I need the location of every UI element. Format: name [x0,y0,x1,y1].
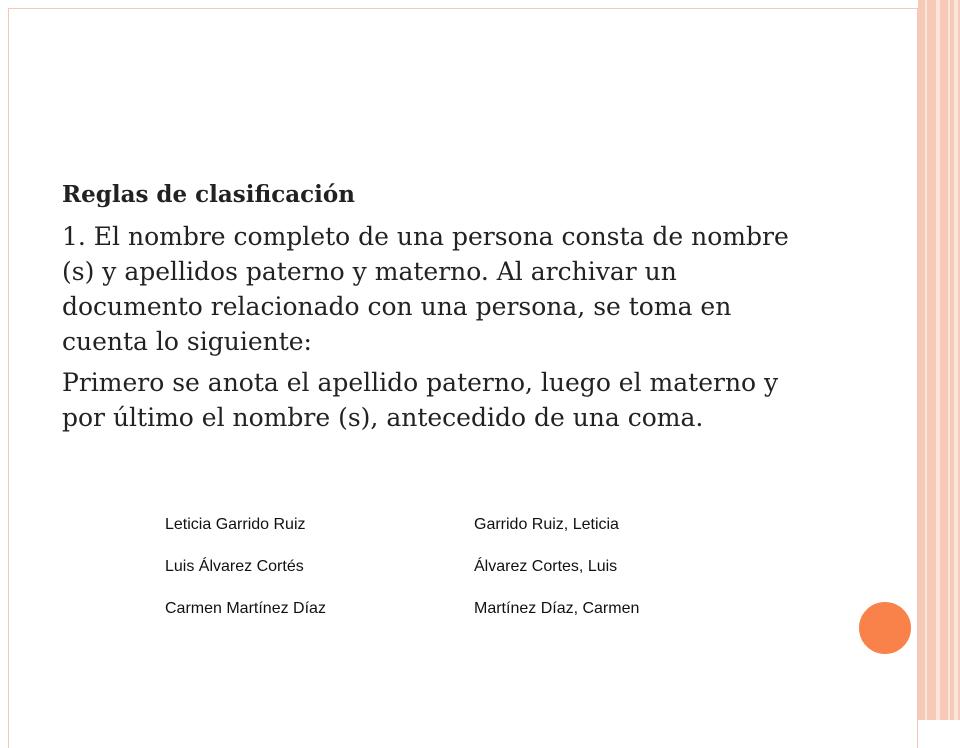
filed-name: Garrido Ruiz, Leticia [474,516,619,533]
example-row [165,557,705,599]
original-name: Leticia Garrido Ruiz [165,516,306,533]
original-name: Luis Álvarez Cortés [165,558,304,575]
filed-name: Martínez Díaz, Carmen [474,600,640,617]
classification-rules-heading: Reglas de clasificación [62,181,355,208]
decorative-rail-line [925,0,927,720]
decorative-rail-line [948,0,950,720]
slide-content [62,178,822,435]
example-row [165,515,705,557]
decorative-rail-line [954,0,958,720]
example-row [165,599,705,641]
rule-one-paragraph: 1. El nombre completo de una persona consta de nombre (s) y apellidos paterno y materno. Al archivar un documento relacionado con una persona, se toma en cuenta lo siguiente: [62,222,789,356]
filed-name: Álvarez Cortes, Luis [474,558,618,575]
original-name: Carmen Martínez Díaz [165,600,326,617]
name-filing-examples [165,515,705,641]
decorative-rail-line [936,0,940,720]
rule-example-paragraph: Primero se anota el apellido paterno, luego el materno y por último el nombre (s), antecedido de una coma. [62,368,779,432]
decorative-right-rail [918,0,960,720]
decorative-accent-circle [856,599,914,657]
